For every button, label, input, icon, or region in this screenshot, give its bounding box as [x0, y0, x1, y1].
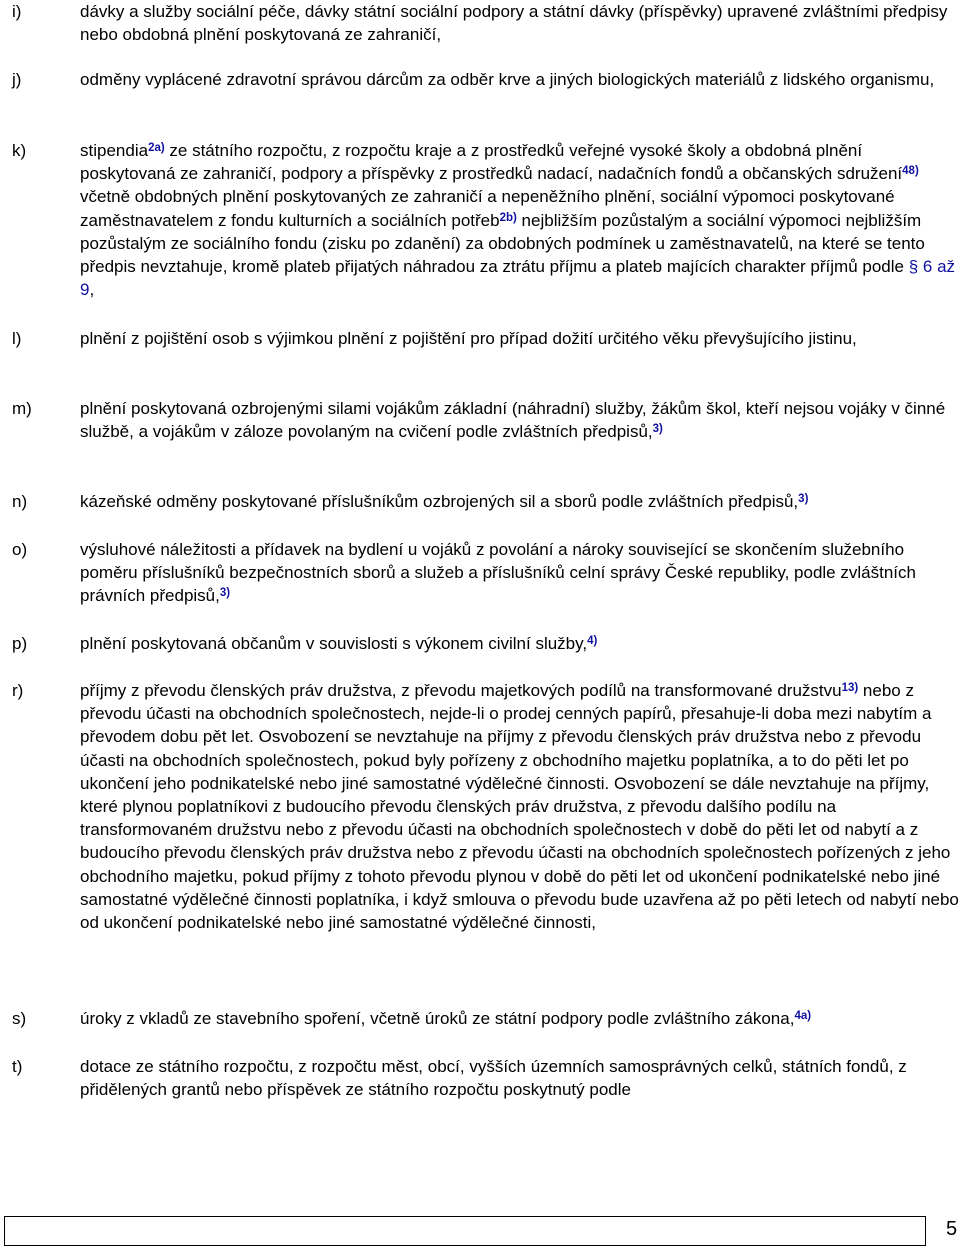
text-segment: příjmy z převodu členských práv družstva, z převodu majetkových podílů na transformované družstvu: [80, 681, 842, 700]
item-text: plnění z pojištění osob s výjimkou plnění z pojištění pro případ dožití určitého věku převyšujícího jistinu,: [80, 329, 857, 348]
item-text: [80, 490, 960, 513]
item-letter: r): [12, 681, 24, 700]
text-segment: plnění poskytovaná ozbrojenými silami vojákům základní (náhradní) služby, žákům škol, kteří nejsou vojáky v činné službě, a vojákům v záloze povolaným na cvičení podle zvláštních předpisů,: [80, 399, 946, 442]
text-segment: plnění poskytovaná občanům v souvislosti s výkonem civilní služby,: [80, 634, 588, 653]
text-segment: nejbližším pozůstalým a sociální výpomoci nejbližším pozůstalým ze sociálního fondu (zisku po zdanění) za obdobných podmínek u zaměstnavatelů, na které se tento předpis nevztahuje, kromě plateb přijatých náhradou za ztrátu příjmu a plateb majících charakter příjmů podle: [80, 210, 925, 277]
footnote-ref-3[interactable]: 3): [652, 423, 663, 436]
text-segment: ze státního rozpočtu, z rozpočtu kraje a z prostředků veřejné vysoké školy a obdobná plnění poskytovaná ze zahraničí, podpory a příspěvky z prostředků nadací, nadačních fondů a občanských sdružení: [80, 141, 903, 184]
item-letter: l): [12, 329, 22, 348]
item-letter: m): [12, 399, 32, 418]
text-segment: kázeňské odměny poskytované příslušníkům ozbrojených sil a sborů podle zvláštních předpisů,: [80, 492, 799, 511]
text-segment: úroky z vkladů ze stavebního spoření, včetně úroků ze státní podpory podle zvláštního zákona,: [80, 1009, 795, 1028]
item-letter: o): [12, 540, 28, 559]
item-text: [80, 632, 960, 655]
text-segment: ,: [89, 280, 95, 300]
footnote-ref-48[interactable]: 48): [902, 165, 919, 178]
item-letter: t): [12, 1057, 23, 1076]
item-letter: n): [12, 492, 28, 511]
item-text: [80, 1007, 960, 1030]
page-number: 5: [946, 1218, 958, 1240]
text-segment: stipendia: [80, 141, 149, 160]
text-segment: včetně obdobných plnění poskytovaných ze zahraničí a nepeněžního plnění, sociální výpomoci poskytované zaměstnavatelem z fondu kulturních a sociálních potřeb: [80, 187, 895, 230]
section-link[interactable]: § 6 až 9: [80, 257, 956, 300]
item-text: [80, 397, 960, 443]
footnote-ref-3[interactable]: 3): [219, 587, 231, 600]
item-letter: p): [12, 634, 28, 653]
item-letter: j): [12, 70, 22, 89]
item-text: dávky a služby sociální péče, dávky státní sociální podpory a státní dávky (příspěvky) upravené zvláštními předpisy nebo obdobná plnění poskytovaná ze zahraničí,: [80, 2, 948, 45]
text-segment: výsluhové náležitosti a přídavek na bydlení u vojáků z povolání a nároky související se skončením služebního poměru příslušníků bezpečnostních sborů a služeb a příslušníků celní správy České republiky, podle zvláštních právních předpisů,: [80, 540, 916, 606]
item-text: [80, 538, 960, 608]
item-text: [80, 139, 960, 301]
item-text: [80, 679, 960, 934]
item-letter: s): [12, 1009, 27, 1028]
item-letter: k): [12, 141, 27, 160]
footnote-ref-3[interactable]: 3): [798, 493, 809, 505]
footer-box: [4, 1216, 926, 1246]
item-text: odměny vyplácené zdravotní správou dárcům za odběr krve a jiných biologických materiálů z lidského organismu,: [80, 70, 935, 89]
text-segment: nebo z převodu účasti na obchodních společnostech, nejde-li o prodej cenných papírů, přesahuje-li doba mezi nabytím a převodem dobu pět let. Osvobození se nevztahuje na příjmy z převodu členských práv družstva nebo z převodu účasti na obchodních společnostech, pokud byly pořízeny z obchodního majetku poplatníka, a to do pěti let po ukončení jeho podnikatelské nebo jiné samostatné výdělečné činnosti. Osvobození se dále nevztahuje na příjmy, které plynou poplatníkovi z budoucího převodu členských práv družstva, z převodu dalšího podílu na transformovaném družstvu nebo z převodu účasti na obchodních společnostech v době do pěti let od nabytí a z budoucího převodu členských práv družstva nebo z převodu účasti na obchodních společnostech pořízených z jeho obchodního majetku, pokud příjmy z tohoto převodu plynou v době do pěti let od ukončení podnikatelské nebo jiné samostatné výdělečné činnosti poplatníka, i když smlouva o převodu bude uzavřena až po pěti letech od nabytí nebo od ukončení podnikatelské nebo jiné samostatné výdělečné činnosti,: [80, 681, 959, 933]
footnote-ref-13[interactable]: 13): [841, 682, 859, 694]
item-text: dotace ze státního rozpočtu, z rozpočtu měst, obcí, vyšších územních samosprávných celků, státních fondů, z přidělených grantů nebo příspěvek ze státního rozpočtu poskytnutý podle: [80, 1057, 907, 1100]
item-letter: i): [12, 2, 22, 21]
footnote-ref-2b[interactable]: 2b): [499, 211, 517, 224]
footnote-ref-4a[interactable]: 4a): [794, 1010, 812, 1022]
footnote-ref-2a[interactable]: 2a): [148, 142, 165, 154]
footnote-ref-4[interactable]: 4): [587, 635, 598, 647]
